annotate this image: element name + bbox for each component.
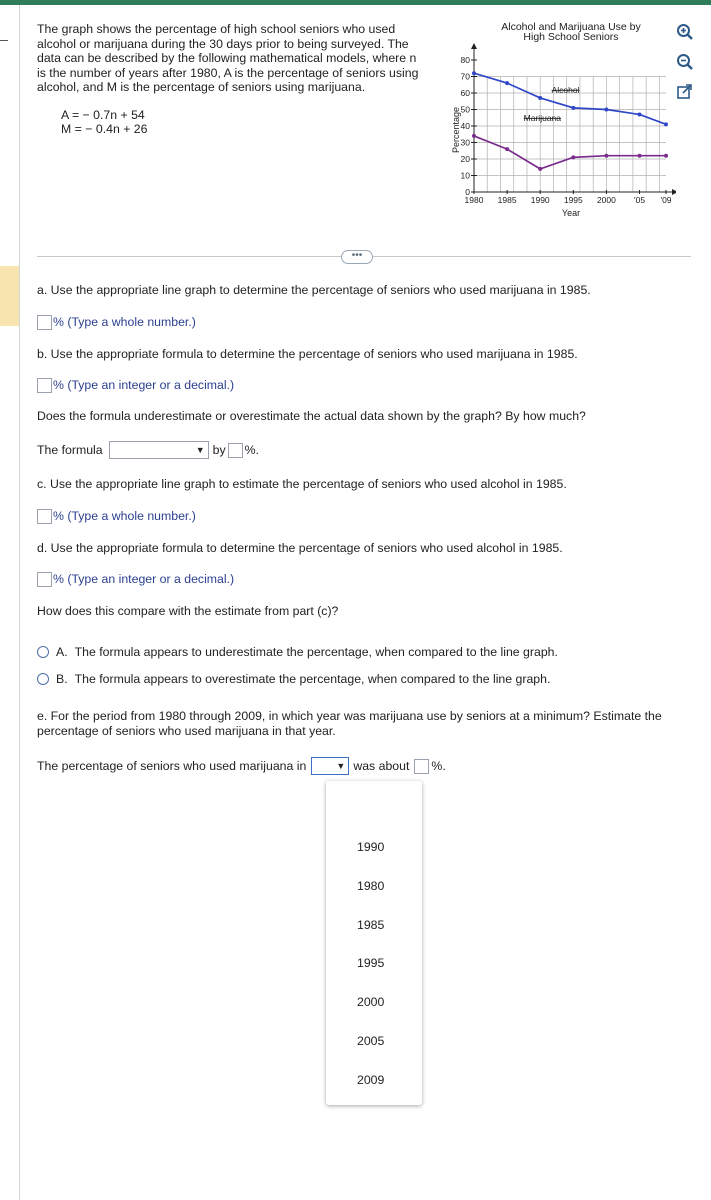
x-tick-label: 2000 <box>596 195 616 205</box>
left-dash <box>0 40 8 41</box>
part-a-hint: % (Type a whole number.) <box>53 315 196 329</box>
part-e-question <box>37 709 662 739</box>
dropdown-option[interactable]: 1980 <box>357 879 385 893</box>
pct-label: %. <box>431 759 446 773</box>
part-b-followup: Does the formula underestimate or overestimate the actual data shown by the graph? By how much? <box>37 409 586 423</box>
left-divider <box>19 5 20 1200</box>
series-line-marijuana <box>474 136 666 169</box>
data-point <box>604 154 608 158</box>
data-point <box>571 106 575 110</box>
caret-down-icon: ▼ <box>336 761 346 771</box>
x-tick-label: 1980 <box>464 195 484 205</box>
series-line-alcohol <box>474 73 666 124</box>
was-about-label: was about <box>353 759 410 773</box>
difference-input[interactable] <box>228 443 243 458</box>
y-axis-label: Percentage <box>451 106 461 154</box>
formula-label: The formula <box>37 443 103 457</box>
part-b-answer <box>37 378 234 393</box>
year-dropdown-menu <box>326 781 422 1105</box>
y-tick-label: 30 <box>460 137 470 148</box>
data-point <box>664 154 668 158</box>
part-b-formula-row <box>37 441 259 459</box>
chart-subtitle: High School Seniors <box>523 31 619 43</box>
dropdown-option[interactable]: 2005 <box>357 1034 385 1048</box>
estimate-direction-select[interactable] <box>109 441 209 459</box>
data-point <box>638 112 642 116</box>
part-c-input[interactable] <box>37 509 52 524</box>
data-point <box>638 154 642 158</box>
intro-line: The graph shows the percentage of high school seniors who used <box>37 22 396 36</box>
chart-svg <box>446 18 676 228</box>
part-d-question: d. Use the appropriate formula to determine the percentage of seniors who used alcohol in 1985. <box>37 541 563 555</box>
dropdown-option[interactable]: 1995 <box>357 956 385 970</box>
intro-line: data can be described by the following mathematical models, where n <box>37 51 417 65</box>
y-tick-label: 0 <box>465 187 470 197</box>
option-a-text: The formula appears to underestimate the percentage, when compared to the line graph. <box>74 645 558 659</box>
x-tick-label: 1990 <box>530 195 550 205</box>
minimum-percent-input[interactable] <box>414 759 429 774</box>
part-c-hint: % (Type a whole number.) <box>53 509 196 523</box>
x-tick-label: 1995 <box>563 195 583 205</box>
popout-icon[interactable] <box>675 82 695 102</box>
part-e-lead: The percentage of seniors who used marijuana in <box>37 759 307 773</box>
series-label: Alcohol <box>551 85 580 95</box>
part-d-compare: How does this compare with the estimate from part (c)? <box>37 604 339 618</box>
expand-more-button[interactable]: ••• <box>341 250 373 264</box>
x-tick-label: '09 <box>660 195 672 205</box>
chart-title: Alcohol and Marijuana Use by <box>501 21 641 33</box>
option-a-letter: A. <box>56 645 68 659</box>
dropdown-option[interactable]: 2009 <box>357 1073 385 1087</box>
option-b-radio[interactable] <box>37 673 49 685</box>
y-tick-label: 70 <box>460 71 470 82</box>
x-tick-label: '05 <box>633 195 646 205</box>
x-axis-arrow <box>672 189 676 195</box>
part-d-input[interactable] <box>37 572 52 587</box>
part-b-question: b. Use the appropriate formula to determine the percentage of seniors who used marijuana in 1985. <box>37 347 578 361</box>
data-point <box>664 122 668 126</box>
data-point <box>505 81 509 85</box>
part-b-input[interactable] <box>37 378 52 393</box>
tool-panel <box>675 22 699 112</box>
line-chart <box>446 18 676 231</box>
part-e-line1: e. For the period from 1980 through 2009, in which year was marijuana use by seniors at a minimum? Estimate the <box>37 709 662 723</box>
data-point <box>604 108 608 112</box>
data-point <box>571 155 575 159</box>
part-d-answer <box>37 572 234 587</box>
part-a-input[interactable] <box>37 315 52 330</box>
data-point <box>505 147 509 151</box>
option-b[interactable] <box>37 672 550 686</box>
intro-line: is the number of years after 1980, A is the percentage of seniors using <box>37 65 419 80</box>
by-label: by <box>212 443 226 457</box>
y-axis-arrow <box>471 43 477 49</box>
year-select[interactable] <box>311 757 349 775</box>
option-b-text: The formula appears to overestimate the percentage, when compared to the line graph. <box>74 672 551 686</box>
part-e-line2: percentage of seniors who used marijuana in that year. <box>37 724 336 738</box>
y-tick-label: 20 <box>460 154 470 164</box>
y-tick-label: 10 <box>460 170 470 181</box>
zoom-out-icon[interactable] <box>675 52 695 72</box>
option-b-letter: B. <box>56 672 68 686</box>
series-label: Marijuana <box>523 113 562 124</box>
data-point <box>472 71 476 75</box>
y-tick-label: 40 <box>460 121 470 131</box>
x-tick-label: 1985 <box>497 195 517 205</box>
caret-down-icon: ▼ <box>195 445 205 455</box>
part-a-question: a. Use the appropriate line graph to determine the percentage of seniors who used marijuana in 1985. <box>37 283 591 297</box>
dropdown-option[interactable]: 2000 <box>357 995 385 1009</box>
part-c-question: c. Use the appropriate line graph to estimate the percentage of seniors who used alcohol in 1985. <box>37 477 567 491</box>
intro-line: alcohol or marijuana during the 30 days prior to being surveyed. The <box>37 36 409 51</box>
dropdown-option[interactable]: 1985 <box>357 918 385 932</box>
problem-intro <box>37 22 452 95</box>
formula-marijuana: M = − 0.4n + 26 <box>61 122 148 136</box>
option-a[interactable] <box>37 645 558 659</box>
x-axis-label: Year <box>561 208 581 218</box>
pct-label: %. <box>244 443 259 457</box>
data-point <box>538 96 542 100</box>
data-point <box>472 134 476 138</box>
option-a-radio[interactable] <box>37 646 49 658</box>
y-tick-label: 80 <box>460 55 470 65</box>
part-b-hint: % (Type an integer or a decimal.) <box>53 378 235 392</box>
y-tick-label: 50 <box>460 104 470 115</box>
formula-alcohol: A = − 0.7n + 54 <box>61 108 145 122</box>
dropdown-option[interactable]: 1990 <box>357 840 385 854</box>
current-question-marker <box>0 266 19 326</box>
top-bar <box>0 0 711 5</box>
zoom-in-icon[interactable] <box>675 22 695 42</box>
part-a-answer <box>37 315 196 330</box>
data-point <box>538 167 542 171</box>
y-tick-label: 60 <box>460 88 470 98</box>
part-e-answer-row <box>37 757 446 775</box>
formulas <box>61 108 147 136</box>
part-c-answer <box>37 509 196 524</box>
intro-line: alcohol, and M is the percentage of seniors using marijuana. <box>37 80 366 94</box>
part-d-hint: % (Type an integer or a decimal.) <box>53 572 235 586</box>
